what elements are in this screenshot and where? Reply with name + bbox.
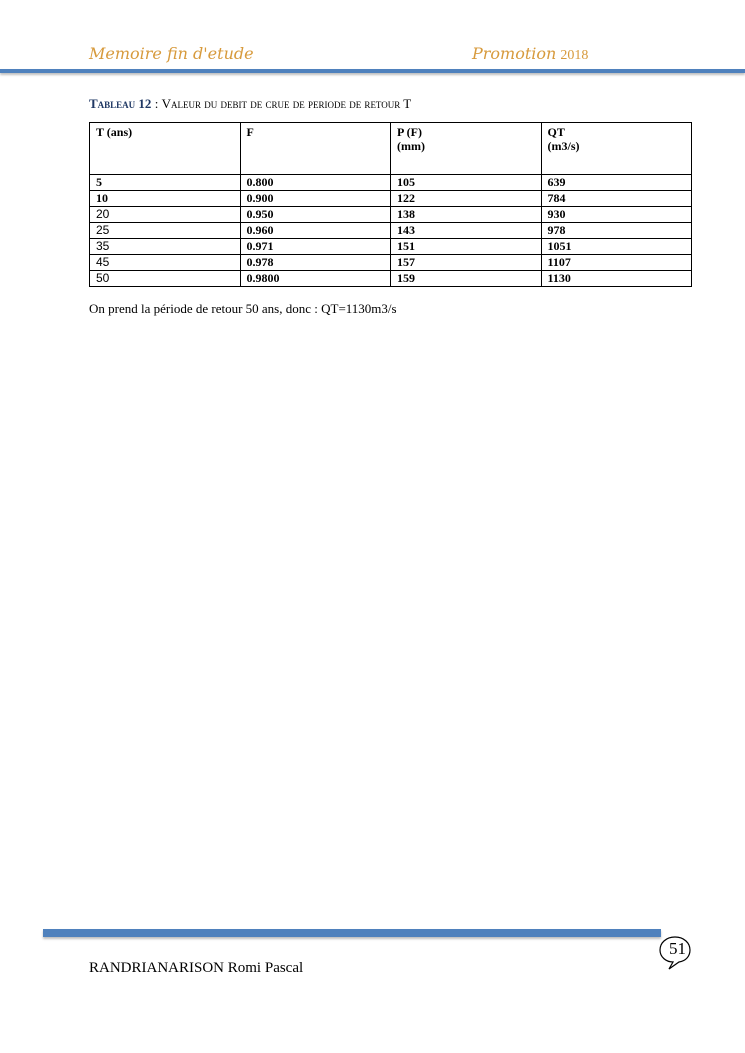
conclusion-note: On prend la période de retour 50 ans, donc : QT=1130m3/s: [89, 301, 397, 316]
table-cell: 784: [541, 191, 692, 207]
table-cell: 20: [90, 207, 241, 223]
table-row: [90, 175, 692, 191]
table-cell: 0.978: [240, 255, 391, 271]
table-row: [90, 271, 692, 287]
header-line: QT: [547, 125, 565, 139]
page-number-badge: [658, 935, 692, 971]
table-cell: 105: [391, 175, 542, 191]
footer-author: RANDRIANARISON Romi Pascal: [89, 960, 304, 976]
table-cell: 639: [541, 175, 692, 191]
page-number: 51: [669, 939, 686, 958]
table-cell: 159: [391, 271, 542, 287]
table-cell: 1130: [541, 271, 692, 287]
table-row: [90, 223, 692, 239]
table-cell: 1051: [541, 239, 692, 255]
table-cell: 0.9800: [240, 271, 391, 287]
table-cell: 45: [90, 255, 241, 271]
table-header-row: [90, 123, 692, 175]
table-cell: 0.900: [240, 191, 391, 207]
table-cell: 1107: [541, 255, 692, 271]
table-cell: 157: [391, 255, 542, 271]
table-cell: 0.960: [240, 223, 391, 239]
header-rule: [0, 69, 745, 73]
table-header-cell: [541, 123, 692, 175]
table-cell: 0.950: [240, 207, 391, 223]
table-cell: 978: [541, 223, 692, 239]
header-document-title: Memoire fin d'etude: [89, 44, 254, 63]
table-cell: 138: [391, 207, 542, 223]
table-cell: 0.971: [240, 239, 391, 255]
table-cell: 930: [541, 207, 692, 223]
header-line: (m3/s): [547, 139, 580, 153]
table-cell: 35: [90, 239, 241, 255]
table-cell: 5: [90, 175, 241, 191]
table-header-cell: [240, 123, 391, 175]
table-cell: 143: [391, 223, 542, 239]
header-promotion: [472, 44, 588, 64]
table-row: [90, 255, 692, 271]
table-caption-text: Valeur du debit de crue de periode de retour T: [161, 96, 412, 111]
table-caption: [89, 96, 411, 112]
table-caption-separator: :: [151, 96, 162, 111]
header-line: F: [246, 125, 254, 139]
footer-rule: [43, 929, 661, 937]
table-header-cell: [90, 123, 241, 175]
table-cell: 10: [90, 191, 241, 207]
table-cell: 151: [391, 239, 542, 255]
table-row: [90, 191, 692, 207]
table-cell: 122: [391, 191, 542, 207]
header-promotion-label: Promotion: [472, 44, 557, 63]
table-cell: 0.800: [240, 175, 391, 191]
table-row: [90, 239, 692, 255]
table-cell: 25: [90, 223, 241, 239]
table-row: [90, 207, 692, 223]
header-line: T (ans): [96, 125, 133, 139]
table-caption-label: Tableau 12: [89, 96, 152, 111]
header-line: (mm): [397, 139, 425, 153]
flood-discharge-table: [89, 122, 692, 287]
table-header-cell: [391, 123, 542, 175]
header-promotion-year: 2018: [560, 48, 589, 63]
table-cell: 50: [90, 271, 241, 287]
header-line: P (F): [397, 125, 422, 139]
